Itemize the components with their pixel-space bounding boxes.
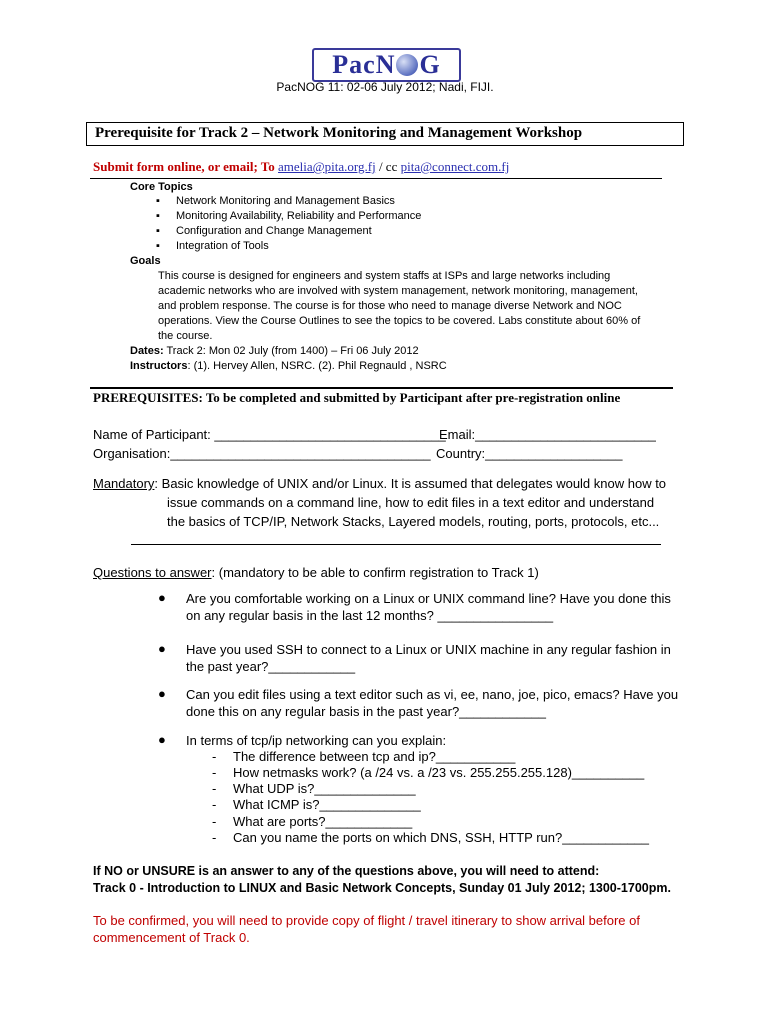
submit-prefix: Submit form online, or email; To (93, 159, 279, 174)
question-2-line-2: the past year?____________ (186, 659, 356, 674)
dash-marker: - (212, 781, 217, 796)
sub-question: What UDP is?______________ (233, 781, 416, 796)
dash-marker: - (212, 749, 217, 764)
question-3-line-1: Can you edit files using a text editor such as vi, ee, nano, joe, pico, emacs? Have you (186, 687, 679, 702)
bullet-icon: ● (158, 686, 166, 701)
globe-icon (396, 54, 418, 76)
email-link-amelia[interactable]: amelia@pita.org.fj (278, 159, 376, 174)
sub-question: What are ports?____________ (233, 814, 413, 829)
sub-question: How netmasks work? (a /24 vs. a /23 vs. 255.255.255.128)__________ (233, 765, 645, 780)
questions-intro: : (mandatory to be able to confirm registration to Track 1) (211, 565, 539, 580)
dates-value: Track 2: Mon 02 July (from 1400) – Fri 06 July 2012 (163, 345, 419, 357)
goals-heading: Goals (130, 255, 161, 267)
sub-question: Can you name the ports on which DNS, SSH, HTTP run?____________ (233, 830, 649, 845)
question-4: In terms of tcp/ip networking can you explain: (186, 733, 447, 748)
questions-label: Questions to answer (93, 565, 212, 580)
dash-marker: - (212, 830, 217, 845)
core-topics-heading: Core Topics (130, 181, 193, 193)
dash-marker: - (212, 814, 217, 829)
title-box (86, 122, 684, 146)
submit-instructions (93, 159, 509, 175)
page-title: Prerequisite for Track 2 – Network Monitoring and Management Workshop (95, 125, 583, 141)
question-1-line-2: on any regular basis in the last 12 months? ________________ (186, 608, 554, 623)
core-topic-item: ▪ Configuration and Change Management (158, 225, 372, 237)
mandatory-line (93, 474, 666, 493)
country-field[interactable]: Country:___________________ (436, 446, 623, 461)
mandatory-line-3: the basics of TCP/IP, Network Stacks, Layered models, routing, ports, protocols, etc... (167, 514, 660, 529)
goals-text: This course is designed for engineers and system staffs at ISPs and large networks including academic networks who are involved with system management, network monitoring, management, and problem response. The course is for those who need to manage diverse Network and NOC operations. View the Course Outlines to see the topics to be covered. Labs constitute about 60% of the course. (158, 270, 641, 342)
questions-line (93, 563, 539, 582)
dash-marker: - (212, 765, 217, 780)
question-2-line-1: Have you used SSH to connect to a Linux or UNIX machine in any regular fashion in (186, 642, 671, 657)
core-topic-item: ▪ Network Monitoring and Management Basics (158, 195, 395, 207)
notice-line-2: Track 0 - Introduction to LINUX and Basic Network Concepts, Sunday 01 July 2012; 1300-1700pm. (93, 881, 671, 895)
confirm-line-1: To be confirmed, you will need to provide copy of flight / travel itinerary to show arrival before of (93, 913, 640, 928)
question-1 (186, 590, 686, 624)
sub-question: What ICMP is?______________ (233, 797, 421, 812)
logo-text-right: G (419, 50, 441, 79)
logo-text-left: PacN (332, 50, 396, 79)
dates-line (130, 344, 419, 359)
core-topic-item: ▪ Monitoring Availability, Reliability and Performance (158, 210, 421, 222)
confirm-line-2: commencement of Track 0. (93, 930, 250, 945)
email-field[interactable]: Email:_________________________ (439, 427, 656, 442)
instructors-value: : (1). Hervey Allen, NSRC. (2). Phil Regnauld , NSRC (187, 360, 447, 372)
bullet-icon: ● (158, 641, 166, 656)
section-divider (90, 387, 673, 389)
question-3 (186, 686, 686, 720)
participant-name-field[interactable]: Name of Participant: ________________________________ (93, 427, 446, 442)
email-link-pita[interactable]: pita@connect.com.fj (400, 159, 510, 174)
mandatory-text: : Basic knowledge of UNIX and/or Linux. It is assumed that delegates would know how to (154, 476, 667, 491)
instructors-label: Instructors (130, 360, 188, 372)
pacnog-logo (312, 48, 461, 82)
dates-label: Dates: (130, 345, 164, 357)
bullet-icon: ● (158, 732, 166, 747)
answer-line (131, 544, 661, 545)
question-3-line-2: done this on any regular basis in the past year?____________ (186, 704, 546, 719)
event-subtitle: PacNOG 11: 02-06 July 2012; Nadi, FIJI. (276, 80, 494, 94)
dash-marker: - (212, 797, 217, 812)
divider (90, 178, 662, 179)
instructors-line (130, 359, 447, 374)
question-2 (186, 641, 686, 675)
submit-separator: / cc (375, 159, 401, 174)
bullet-icon: ● (158, 590, 166, 605)
notice-line-1: If NO or UNSURE is an answer to any of the questions above, you will need to attend: (93, 864, 600, 878)
mandatory-line-2: issue commands on a command line, how to edit files in a text editor and understand (167, 495, 655, 510)
mandatory-label: Mandatory (93, 476, 155, 491)
sub-question: The difference between tcp and ip?___________ (233, 749, 516, 764)
prerequisites-heading: PREREQUISITES: To be completed and submitted by Participant after pre-registration online (93, 390, 621, 405)
organisation-field[interactable]: Organisation:____________________________________ (93, 446, 431, 461)
question-1-line-1: Are you comfortable working on a Linux or UNIX command line? Have you done this (186, 591, 671, 606)
core-topic-item: ▪ Integration of Tools (158, 240, 269, 252)
